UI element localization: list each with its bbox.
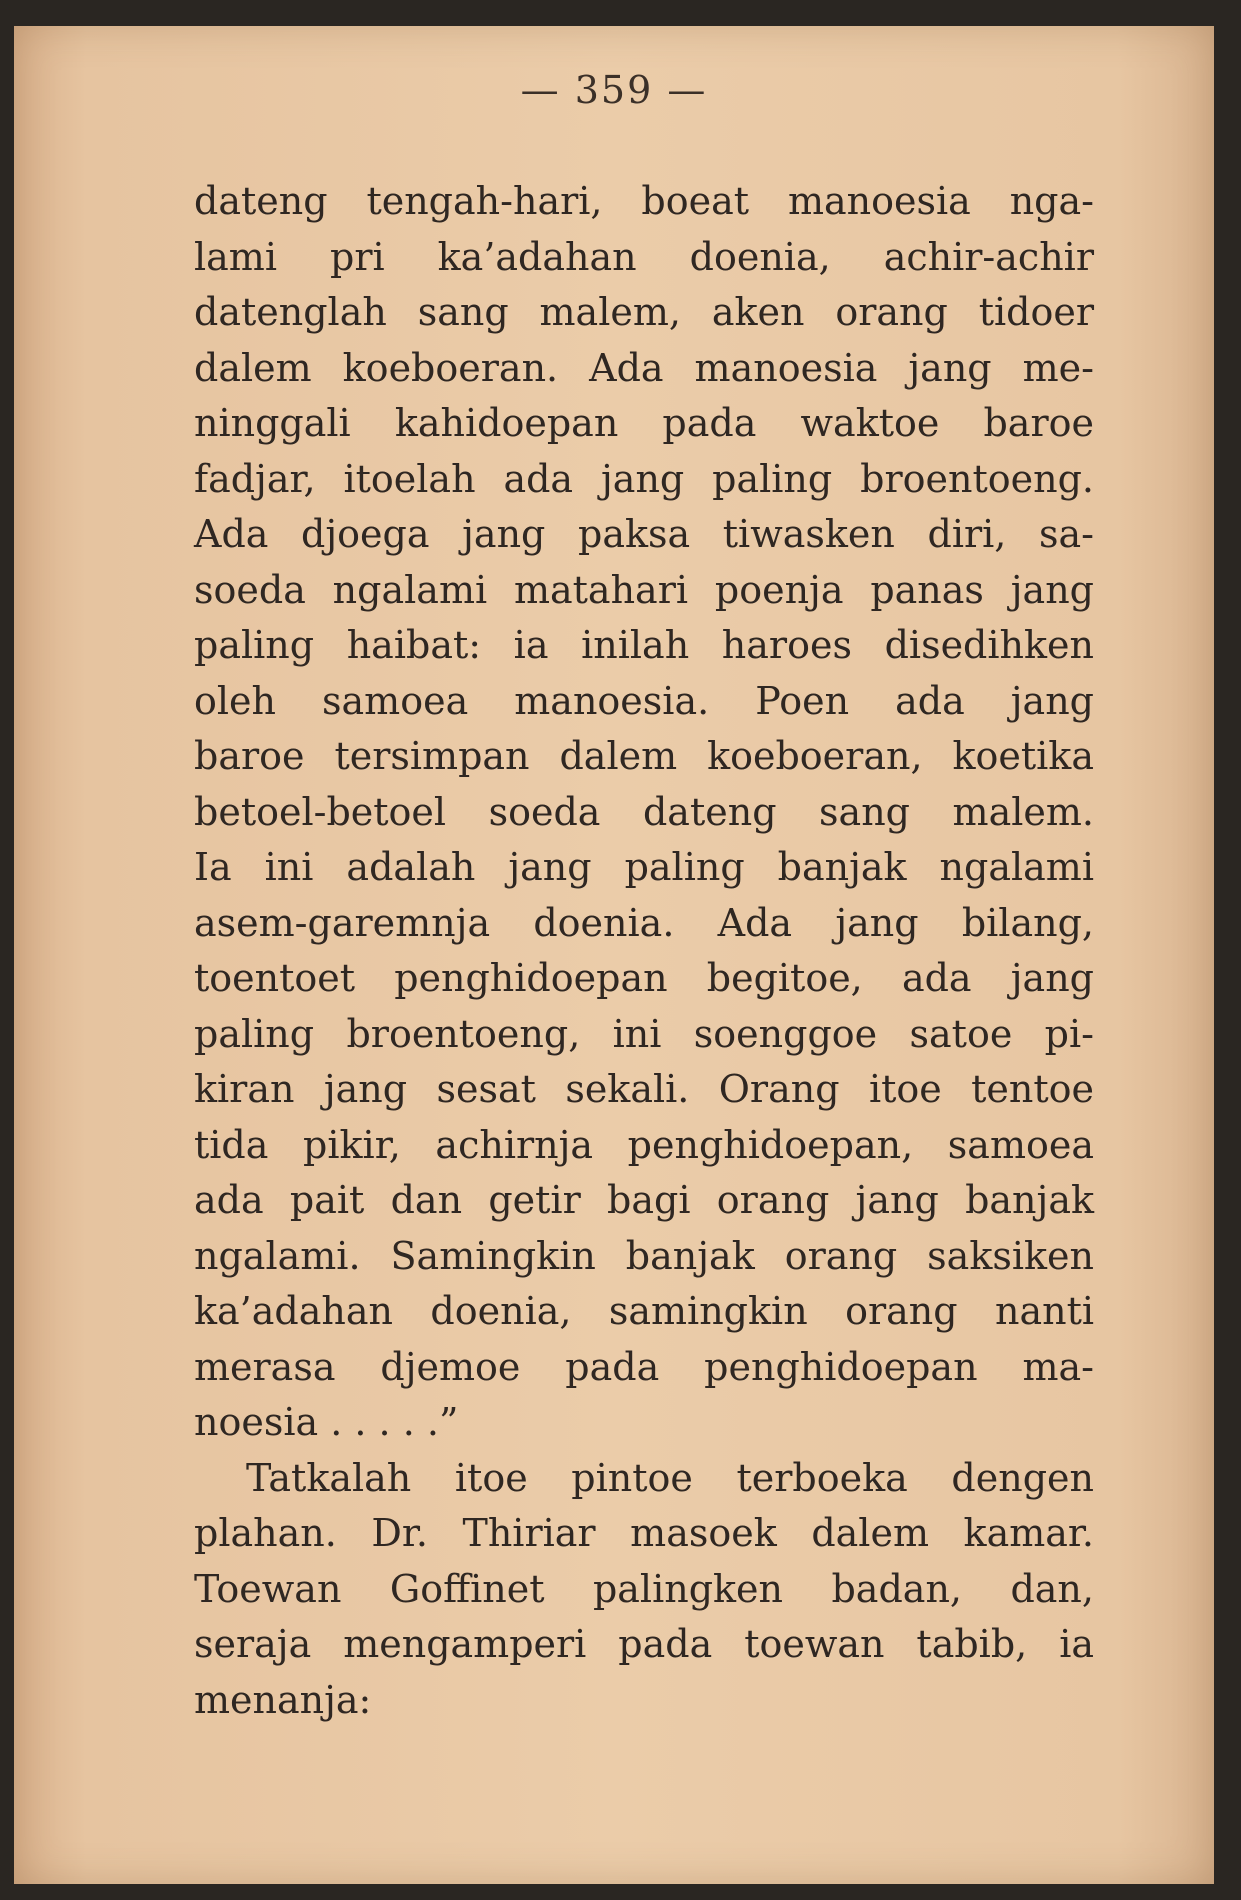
text-line: betoel-betoel soeda dateng sang malem.: [194, 789, 1094, 834]
text-line: ninggali kahidoepan pada waktoe baroe: [194, 401, 1094, 445]
text-line: ka’adahan doenia, samingkin orang nanti: [194, 1289, 1094, 1333]
text-line: paling broentoeng, ini soenggoe satoe pi-: [194, 1011, 1094, 1056]
text-line: lami pri ka’adahan doenia, achir-achir: [194, 234, 1094, 279]
book-page: [14, 26, 1214, 1884]
text-line: oleh samoea manoesia. Poen ada jang: [194, 678, 1094, 723]
text-line: dateng tengah-hari, boeat manoesia nga-: [194, 179, 1094, 223]
text-line: asem-garemnja doenia. Ada jang bilang,: [194, 900, 1094, 945]
text-line: fadjar, itoelah ada jang paling broentoeng.: [194, 456, 1094, 501]
text-line: Ia ini adalah jang paling banjak ngalami: [194, 845, 1094, 889]
text-line: menanja:: [194, 1677, 372, 1722]
text-line: ada pait dan getir bagi orang jang banjak: [194, 1178, 1094, 1222]
text-line: noesia . . . . .”: [194, 1400, 459, 1444]
text-line: toentoet penghidoepan begitoe, ada jang: [194, 956, 1094, 1000]
text-line: datenglah sang malem, aken orang tidoer: [194, 290, 1094, 334]
text-line: Toewan Goffinet palingken badan, dan,: [194, 1566, 1094, 1611]
text-line: baroe tersimpan dalem koeboeran, koetika: [194, 734, 1094, 778]
text-line: Tatkalah itoe pintoe terboeka dengen: [246, 1455, 1094, 1500]
page-number: — 359 —: [520, 68, 708, 112]
text-line: merasa djemoe pada penghidoepan ma-: [194, 1344, 1094, 1389]
text-line: ngalami. Samingkin banjak orang saksiken: [194, 1233, 1094, 1278]
text-line: dalem koeboeran. Ada manoesia jang me-: [194, 345, 1094, 390]
text-line: plahan. Dr. Thiriar masoek dalem kamar.: [194, 1511, 1094, 1555]
body-text: [194, 174, 1094, 1728]
text-line: Ada djoega jang paksa tiwasken diri, sa-: [194, 512, 1094, 556]
text-line: kiran jang sesat sekali. Orang itoe tentoe: [194, 1067, 1094, 1111]
text-line: paling haibat: ia inilah haroes disedihken: [194, 623, 1094, 667]
text-line: tida pikir, achirnja penghidoepan, samoea: [194, 1122, 1094, 1167]
text-line: soeda ngalami matahari poenja panas jang: [194, 567, 1094, 612]
text-line: seraja mengamperi pada toewan tabib, ia: [194, 1622, 1094, 1666]
